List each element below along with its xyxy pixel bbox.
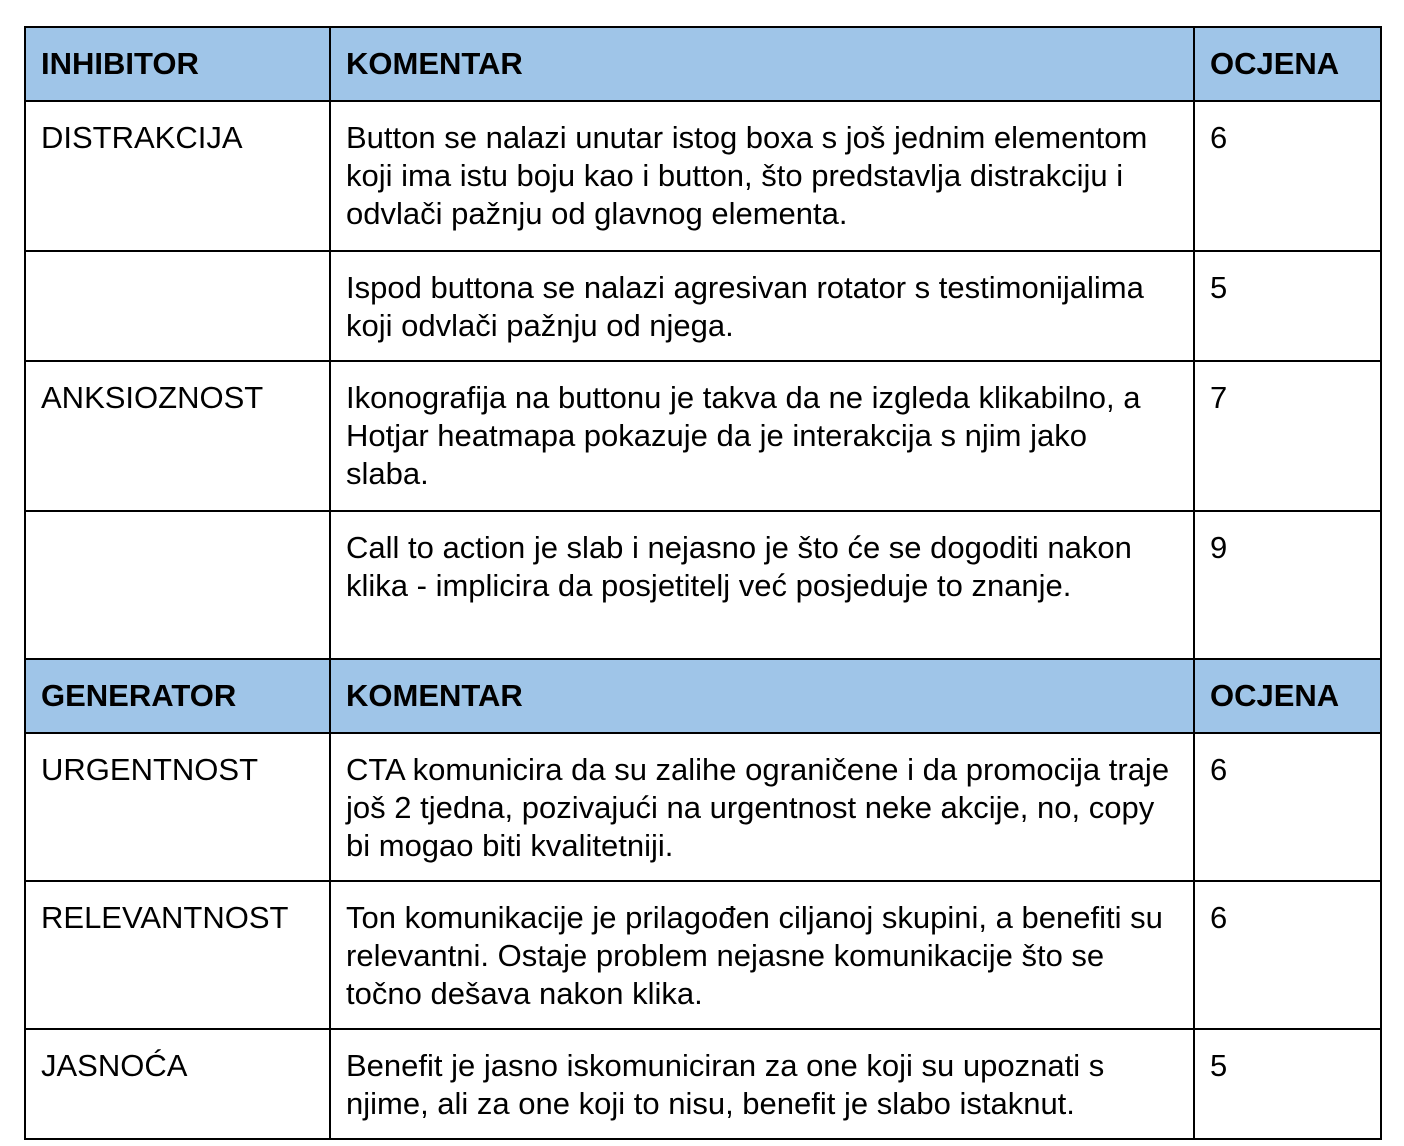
score-cell: 6 [1194, 881, 1381, 1029]
generator-column-header: GENERATOR [25, 659, 330, 733]
score-cell: 5 [1194, 1029, 1381, 1139]
generator-name-cell: RELEVANTNOST [25, 881, 330, 1029]
generator-name-cell: JASNOĆA [25, 1029, 330, 1139]
inhibitor-name-cell: ANKSIOZNOST [25, 361, 330, 511]
table-row [25, 251, 1381, 361]
generator-header-row [25, 659, 1381, 733]
comment-cell: Ispod buttona se nalazi agresivan rotator s testimonijalima koji odvlači pažnju od njega. [330, 251, 1194, 361]
table-row [25, 1029, 1381, 1139]
comment-cell: Ikonografija na buttonu je takva da ne izgleda klikabilno, a Hotjar heatmapa pokazuje da je interakcija s njim jako slaba. [330, 361, 1194, 511]
score-column-header: OCJENA [1194, 27, 1381, 101]
table-row [25, 361, 1381, 511]
score-cell: 5 [1194, 251, 1381, 361]
inhibitor-column-header: INHIBITOR [25, 27, 330, 101]
comment-cell: CTA komunicira da su zalihe ograničene i da promocija traje još 2 tjedna, pozivajući na urgentnost neke akcije, no, copy bi mogao biti kvalitetniji. [330, 733, 1194, 881]
table-row [25, 881, 1381, 1029]
inhibitor-name-cell: DISTRAKCIJA [25, 101, 330, 251]
score-cell: 9 [1194, 511, 1381, 659]
comment-cell: Benefit je jasno iskomuniciran za one koji su upoznati s njime, ali za one koji to nisu, benefit je slabo istaknut. [330, 1029, 1194, 1139]
inhibitor-header-row [25, 27, 1381, 101]
inhibitor-name-cell [25, 511, 330, 659]
inhibitor-name-cell [25, 251, 330, 361]
score-cell: 6 [1194, 101, 1381, 251]
inhibitor-generator-table [24, 26, 1382, 1140]
table-row [25, 101, 1381, 251]
table-row [25, 511, 1381, 659]
comment-column-header: KOMENTAR [330, 659, 1194, 733]
comment-cell: Call to action je slab i nejasno je što će se dogoditi nakon klika - implicira da posjetitelj već posjeduje to znanje. [330, 511, 1194, 659]
score-column-header: OCJENA [1194, 659, 1381, 733]
table-row [25, 733, 1381, 881]
comment-column-header: KOMENTAR [330, 27, 1194, 101]
generator-name-cell: URGENTNOST [25, 733, 330, 881]
score-cell: 6 [1194, 733, 1381, 881]
score-cell: 7 [1194, 361, 1381, 511]
comment-cell: Button se nalazi unutar istog boxa s još jednim elementom koji ima istu boju kao i button, što predstavlja distrakciju i odvlači pažnju od glavnog elementa. [330, 101, 1194, 251]
comment-cell: Ton komunikacije je prilagođen ciljanoj skupini, a benefiti su relevantni. Ostaje problem nejasne komunikacije što se točno dešava nakon klika. [330, 881, 1194, 1029]
